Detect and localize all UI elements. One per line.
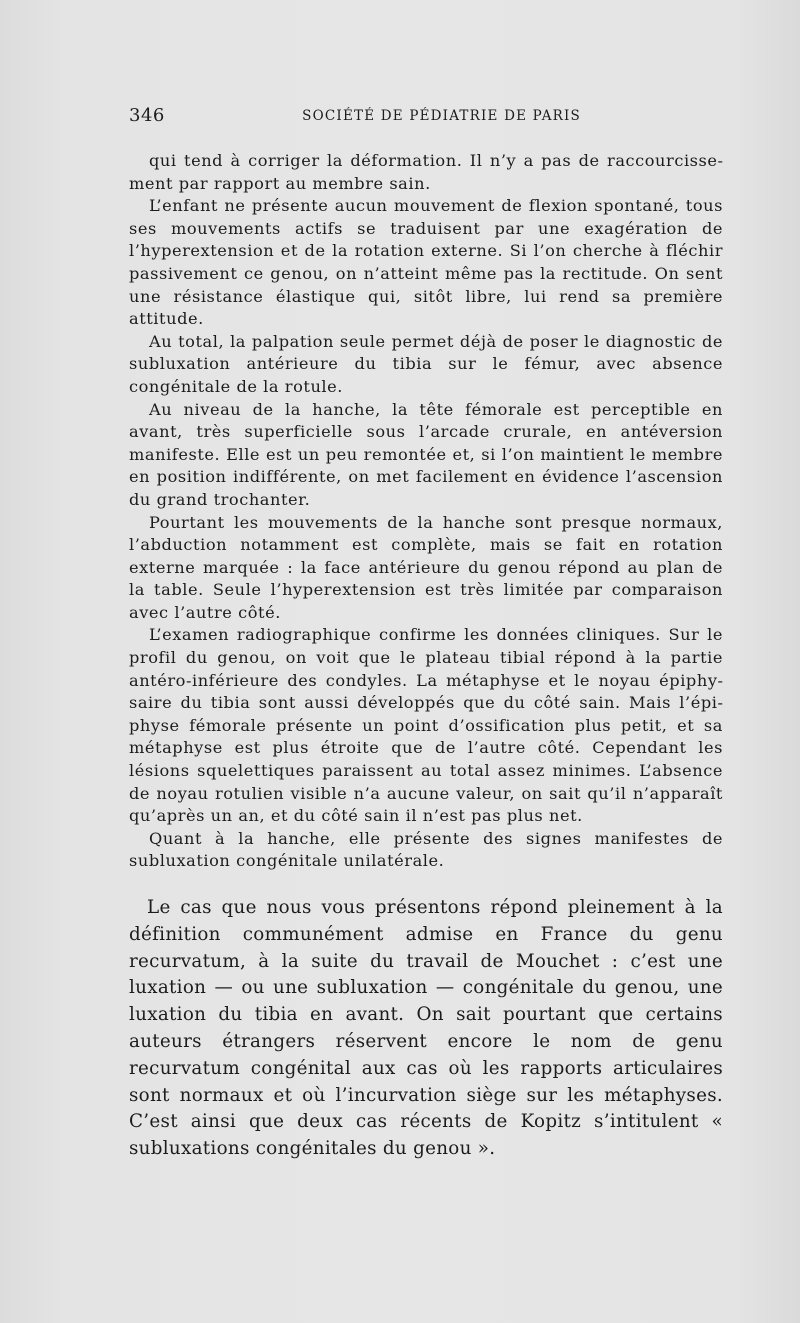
paragraph-hip-subluxation: Quant à la hanche, elle présente des signes manifestes de subluxation congénitale unilatérale. — [129, 828, 723, 871]
paragraph-active-movements: L’enfant ne présente aucun mouvement de flexion spontané, tous ses mouvements actifs se traduisent par une exagération de l’hyperextension et de la rotation externe. Si l’on cherche à fléchir passivement ce genou, on n’atteint même pas la rectitude. On sent une résistance élastique qui, sitôt libre, lui rend sa première attitude. — [129, 196, 723, 329]
page-number: 346 — [129, 105, 165, 126]
paragraph-discussion: Le cas que nous vous présentons répond pleinement à la définition communément admise en France du genu recurvatum, à la suite du travail de Mouchet : c’est une luxation — ou une subluxation — congénitale du genou, une luxation du tibia en avant. On sait pourtant que certains auteurs étrangers réservent encore le nom de genu recurvatum congénital aux cas où les rapports articulaires sont normaux et où l’incurvation siège sur les métaphyses. C’est ainsi que deux cas récents de Kopitz s’intitulent « subluxations congénitales du genou ». — [129, 897, 723, 1160]
body-text — [129, 150, 723, 1163]
page-header — [129, 105, 581, 129]
paragraph-hip: Au niveau de la hanche, la tête fémorale est perceptible en avant, très superficielle sous l’arcade crurale, en antéversion manifeste. Elle est un peu remontée et, si l’on maintient le membre en position indifférente, on met facilement en évidence l’ascension du grand trochanter. — [129, 399, 723, 509]
paragraph-continuation: qui tend à corriger la déformation. Il n’y a pas de raccourcissement par rapport au membre sain. — [129, 151, 723, 193]
paragraph-palpation: Au total, la palpation seule permet déjà de poser le diagnostic de subluxation antérieure du tibia sur le fémur, avec absence congénitale de la rotule. — [129, 331, 723, 396]
running-head: SOCIÉTÉ DE PÉDIATRIE DE PARIS — [302, 108, 581, 124]
paragraph-hip-movements: Pourtant les mouvements de la hanche sont presque normaux, l’abduction notamment est complète, mais se fait en rotation externe marquée : la face antérieure du genou répond au plan de la table. Seule l’hyperextension est très limitée par comparaison avec l’autre côté. — [129, 512, 723, 622]
paragraph-radiography: L’examen radiographique confirme les données cliniques. Sur le profil du genou, on voit que le plateau tibial répond à la partie antéro-inférieure des condyles. La métaphyse et le noyau épiphysaire du tibia sont aussi développés que du côté sain. Mais l’épiphyse fémorale présente un point d’ossification plus petit, et sa métaphyse est plus étroite que de l’autre côté. Cependant les lésions squelettiques paraissent au total assez minimes. L’absence de noyau rotulien visible n’a aucune valeur, on sait qu’il n’apparaît qu’après un an, et du côté sain il n’est pas plus net. — [129, 625, 723, 826]
